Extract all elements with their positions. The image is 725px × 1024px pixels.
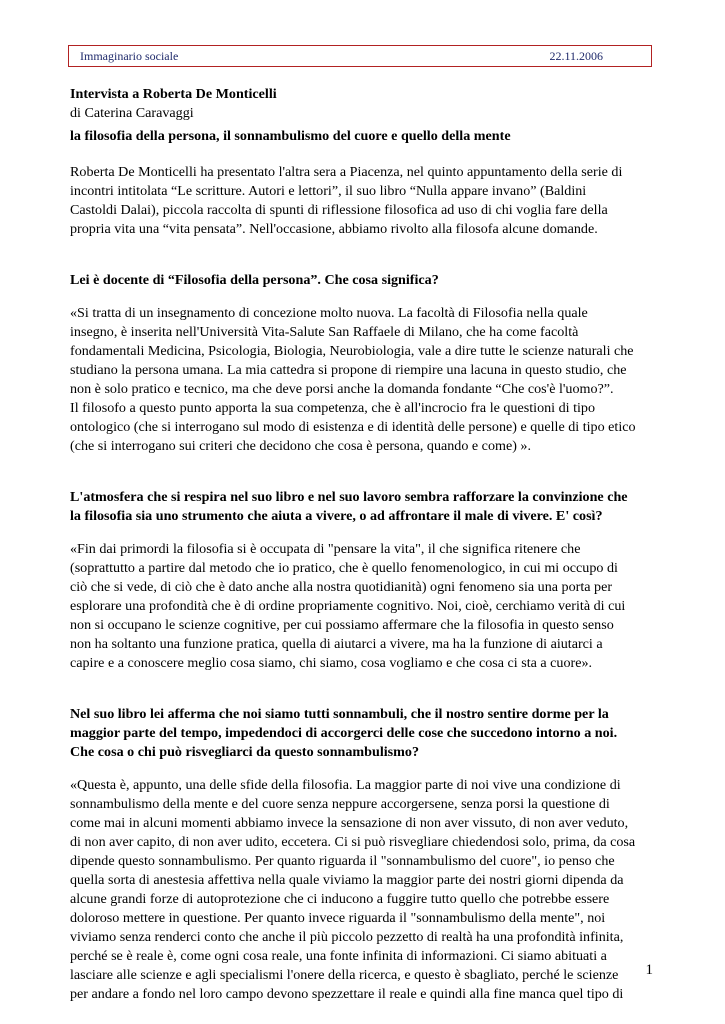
page-header (68, 45, 652, 67)
question-2: L'atmosfera che si respira nel suo libro e nel suo lavoro sembra rafforzare la convinzione che la filosofia sia uno strumento che aiuta a vivere, o ad affrontare il male di vivere. E' così? (70, 489, 628, 524)
page-number: 1 (645, 962, 653, 978)
article-title: Intervista a Roberta De Monticelli (70, 86, 277, 102)
answer-2: «Fin dai primordi la filosofia si è occupata di "pensare la vita", il che significa ritenere che (soprattutto a partire dal metodo che io pratico, che è quello fenomenologico, in cui mi occupo di ciò che si vede, di ciò che è dato anche alla nostra quotidianità) ogni fenomeno sia una porta per esplorare una profondità che è di ordine propriamente cognitivo. Noi, cioè, cerchiamo verità di cui non si occupano le scienze cognitive, per cui possiamo affermare che la filosofia in questo senso non ha soltanto una funzione pratica, quella di aiutarci a vivere, ma ha la funzione di aiutarci a capire e a conoscere meglio cosa siamo, chi siamo, cosa vogliamo e che cosa ci sta a cuore». (70, 541, 626, 671)
article-subtitle: la filosofia della persona, il sonnambulismo del cuore e quello della mente (70, 128, 511, 144)
article-author: di Caterina Caravaggi (70, 105, 194, 121)
question-3: Nel suo libro lei afferma che noi siamo tutti sonnambuli, che il nostro sentire dorme per la maggior parte del tempo, impedendoci di accorgerci delle cose che succedono intorno a noi. Che cosa o chi può risvegliarci da questo sonnambulismo? (70, 706, 618, 760)
question-1: Lei è docente di “Filosofia della persona”. Che cosa significa? (70, 272, 439, 288)
intro-paragraph: Roberta De Monticelli ha presentato l'altra sera a Piacenza, nel quinto appuntamento della serie di incontri intitolata “Le scritture. Autori e lettori”, il suo libro “Nulla appare invano” (Baldini Castoldi Dalai), piccola raccolta di spunti di riflessione filosofica ad uso di chi voglia fare della propria vita una “vita pensata”. Nell'occasione, abbiamo rivolto alla filosofa alcune domande. (70, 164, 623, 237)
answer-3: «Questa è, appunto, una delle sfide della filosofia. La maggior parte di noi vive una condizione di sonnambulismo della mente e del cuore senza neppure accorgersene, senza porsi la questione di come mai in alcuni momenti abbiamo invece la sensazione di non aver vissuto, di non aver veduto, di non aver capito, di non aver udito, eccetera. Ci si può risvegliare chiedendosi solo, prima, da cosa dipende questo sonnambulismo. Per quanto riguarda il "sonnambulismo del cuore", io penso che quella sorta di anestesia affettiva nella quale viviamo la maggior parte dei nostri giorni dipenda da alcune grandi forze di autoprotezione che ci inducono a fuggire tutto quello che potrebbe essere doloroso mettere in questione. Per quanto invece riguarda il "sonnambulismo della mente", noi viviamo senza renderci conto che anche il più piccolo pezzetto di realtà ha una profondità infinita, perché se è reale è, come ogni cosa reale, una fonte infinita di informazioni. Ci siamo abituati a lasciare alle scienze e agli specialismi l'onere della ricerca, e questo è sbagliato, perché le scienze per andare a fondo nel loro campo devono spezzettare il reale e quindi alla fine manca quel tipo di (70, 777, 636, 1002)
header-section: Immaginario sociale (80, 48, 179, 63)
article-body (70, 85, 655, 1020)
header-date: 22.11.2006 (549, 48, 603, 63)
answer-1: «Si tratta di un insegnamento di concezione molto nuova. La facoltà di Filosofia nella quale insegno, è inserita nell'Università Vita-Salute San Raffaele di Milano, che ha come facoltà fondamentali Medicina, Psicologia, Biologia, Neurobiologia, vale a dire tutte le scienze naturali che studiano la persona umana. La mia cattedra si propone di riempire una lacuna in questo studio, che non è solo pratico e tecnico, ma che deve porsi anche la domanda fondante “Che cos'è l'uomo?”. Il filosofo a questo punto apporta la sua competenza, che è all'incrocio fra le questioni di tipo ontologico (che si interrogano sul modo di esistenza e di identità delle persone) e quelle di tipo etico (che si interrogano sui criteri che decidono che cosa è persona, quando e come) ». (70, 305, 636, 454)
